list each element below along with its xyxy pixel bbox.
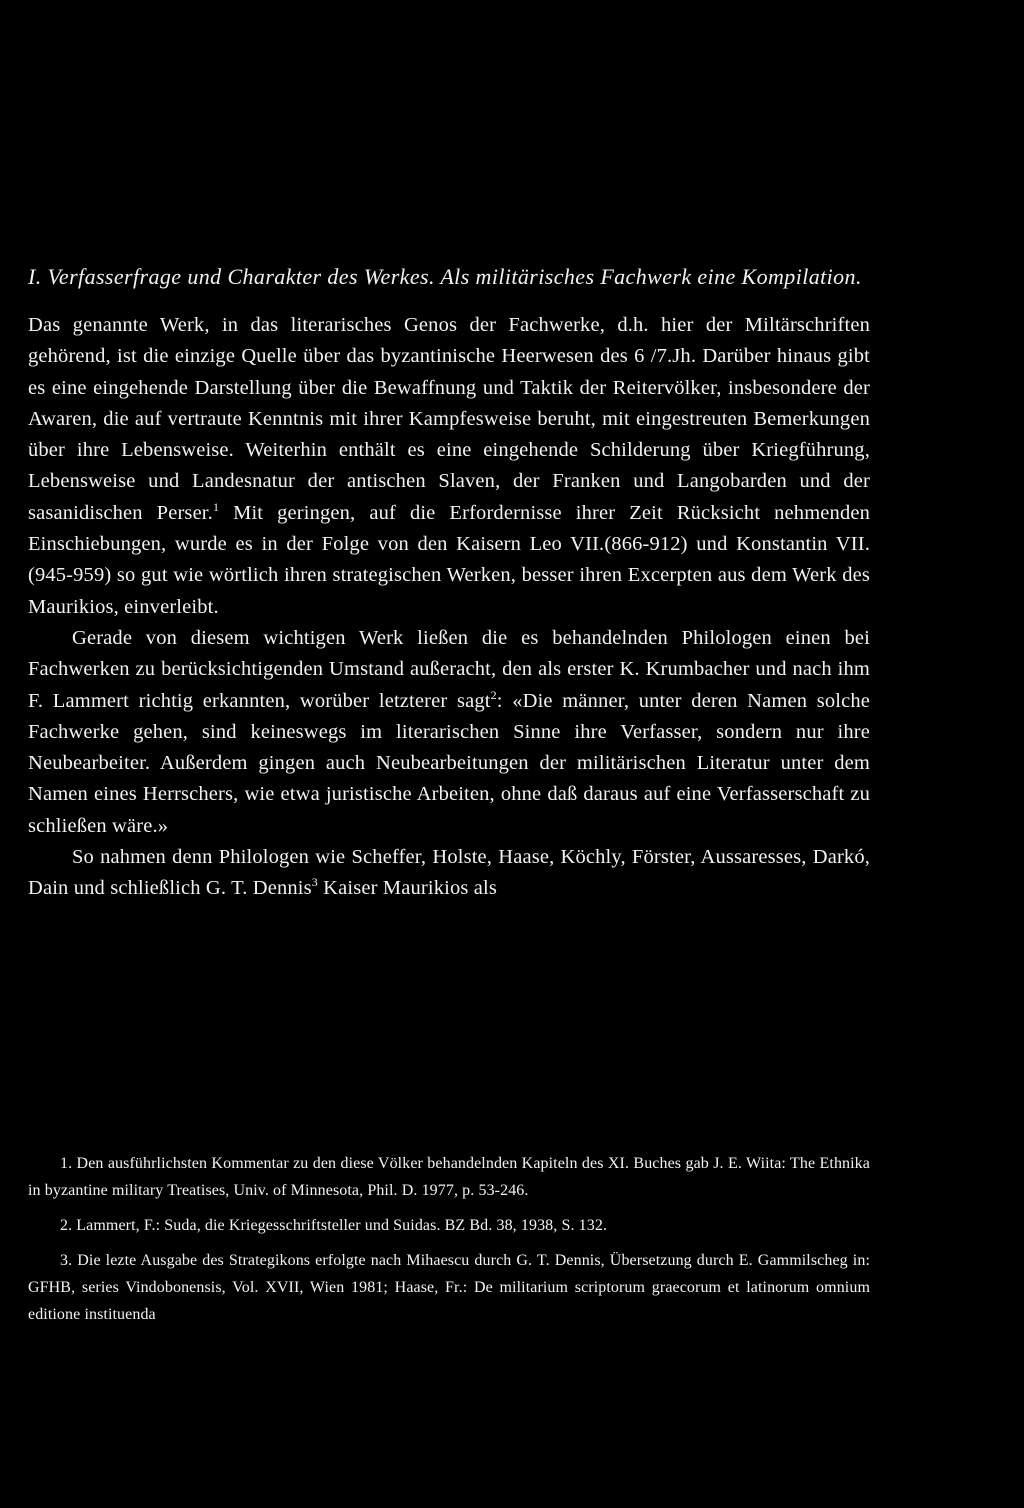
paragraph-text: Gerade von diesem wichtigen Werk ließen die es behandelnden Philologen einen bei Fachwerken zu berücksichtigenden Umstand außeracht, den als erster K. Krumbacher und nach ihm F. Lammert richtig erkannten, worüber letzterer sagt [28,626,870,712]
paragraph-text: : «Die männer, unter deren Namen solche Fachwerke gehen, sind keineswegs im literarischen Sinne ihre Verfasser, sondern nur ihre Neubearbeiter. Außerdem gingen auch Neubearbeitungen der militärischen Literatur unter dem Namen eines Herrschers, wie etwa juristische Arbeiten, ohne daß daraus auf eine Verfasserschaft zu schließen wäre.» [28,689,870,837]
main-text [28,262,870,905]
footnote-ref: 2 [490,687,497,702]
paragraph-text: Kaiser Maurikios als [317,877,497,900]
section-heading: I. Verfasserfrage und Charakter des Werkes. Als militärisches Fachwerk eine Kompilation. [28,264,862,289]
paragraph-3 [28,842,870,905]
footnote-2: 2. Lammert, F.: Suda, die Kriegesschriftsteller und Suidas. BZ Bd. 38, 1938, S. 132. [60,1217,608,1234]
footnotes [28,1150,870,1336]
paragraph-2 [28,623,870,842]
paragraph-1 [28,310,870,623]
paragraph-text: Mit geringen, auf die Erfordernisse ihrer Zeit Rücksicht nehmenden Einschiebungen, wurde es in der Folge von den Kaisern Leo VII.(866-912) und Konstantin VII.(945-959) so gut wie wörtlich ihren strategischen Werken, besser ihren Excerpten aus dem Werk des Maurikios, einverleibt. [28,501,870,618]
footnote-ref: 3 [311,875,318,890]
paragraph-text: So nahmen denn Philologen wie Scheffer, Holste, Haase, Köchly, Förster, Aussaresses, Darkó, Dain und schließlich G. T. Dennis [28,846,870,900]
paragraph-text: Das genannte Werk, in das literarisches Genos der Fachwerke, d.h. hier der Miltärschriften gehörend, ist die einzige Quelle über das byzantinische Heerwesen des 6 /7.Jh. Darüber hinaus gibt es eine eingehende Darstellung über die Bewaffnung und Taktik der Reitervölker, insbesondere der Awaren, die auf vertraute Kenntnis mit ihrer Kampfesweise beruht, mit eingestreuten Bemerkungen über ihre Lebensweise. Weiterhin enthält es eine eingehende Schilderung über Kriegführung, Lebensweise und Landesnatur der antischen Slaven, der Franken und Langobarden und der sasanidischen Perser. [28,314,870,524]
footnote-3: 3. Die lezte Ausgabe des Strategikons erfolgte nach Mihaescu durch G. T. Dennis, Übersetzung durch E. Gammilscheg in: GFHB, series Vindobonensis, Vol. XVII, Wien 1981; Haase, Fr.: De militarium scriptorum graecorum et latinorum omnium editione instituenda [28,1252,870,1323]
footnote-ref: 1 [212,499,220,514]
footnote-1: 1. Den ausführlichsten Kommentar zu den diese Völker behandelnden Kapiteln des XI. Buches gab J. E. Wiita: The Ethnika in byzantine military Treatises, Univ. of Minnesota, Phil. D. 1977, p. 53-246. [28,1155,870,1199]
